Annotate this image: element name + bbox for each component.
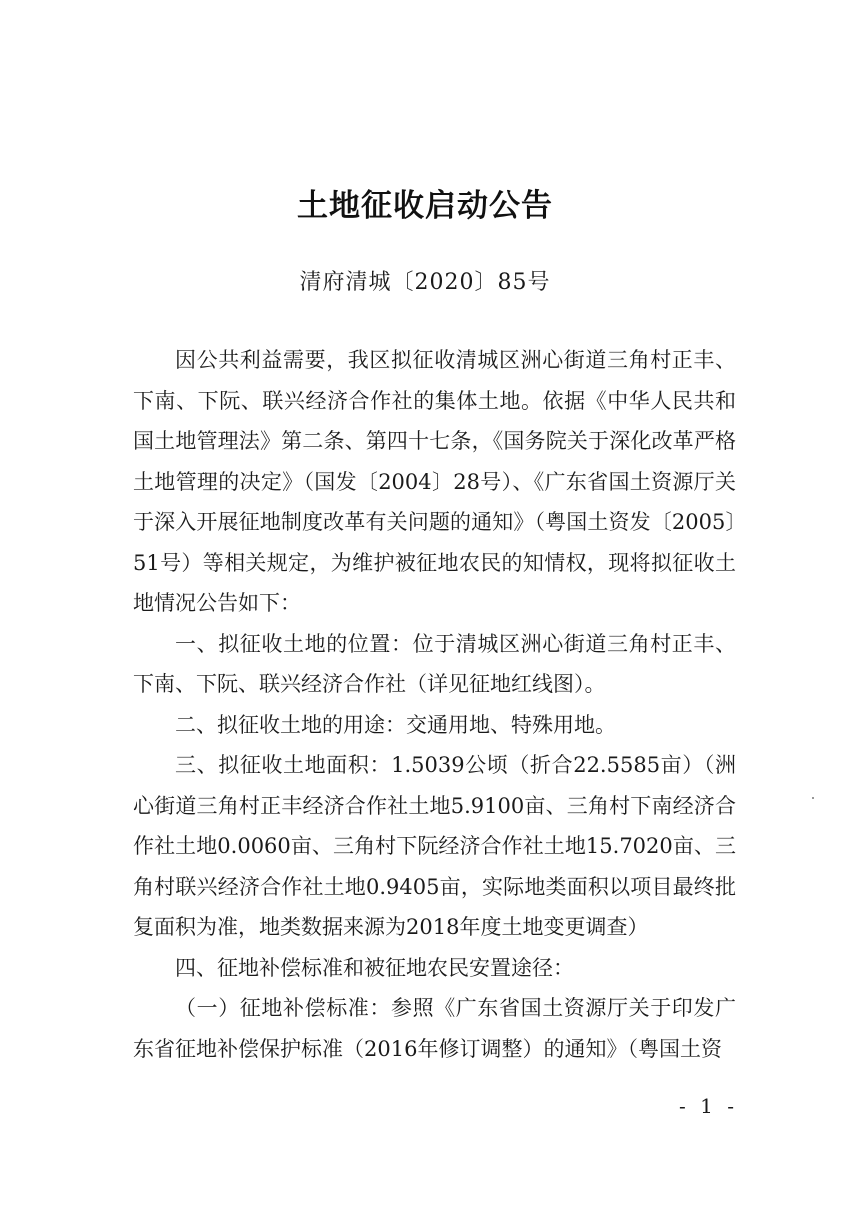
paragraph-compensation-standard: （一）征地补偿标准：参照《广东省国土资源厅关于印发广东省征地补偿保护标准（2016年修订调整）的通知》（粤国土资 (133, 996, 736, 1061)
paragraph-compensation-heading: 四、征地补偿标准和被征地农民安置途径： (175, 955, 574, 980)
paragraph-location: 一、拟征收土地的位置：位于清城区洲心街道三角村正丰、下南、下阮、联兴经济合作社（详见征地红线图）。 (133, 631, 736, 696)
document-title: 土地征收启动公告 (297, 188, 553, 224)
paragraph-intro: 因公共利益需要，我区拟征收清城区洲心街道三角村正丰、下南、下阮、联兴经济合作社的集体土地。依据《中华人民共和国土地管理法》第二条、第四十七条，《国务院关于深化改革严格土地管理的决定》（国发〔2004〕28号）、《广东省国土资源厅关于深入开展征地制度改革有关问题的通知》（粤国土资发〔2005〕51号）等相关规定，为维护被征地农民的知情权，现将拟征收土地情况公告如下： (133, 348, 736, 615)
paragraph-usage: 二、拟征收土地的用途：交通用地、特殊用地。 (175, 712, 616, 737)
paragraph-area: 三、拟征收土地面积：1.5039公顷（折合22.5585亩）（洲心街道三角村正丰经济合作社土地5.9100亩、三角村下南经济合作社土地0.0060亩、三角村下阮经济合作社土地15.7020亩、三角村联兴经济合作社土地0.9405亩，实际地类面积以项目最终批复面积为准，地类数据来源为2018年度土地变更调查） (133, 753, 736, 939)
document-number: 清府清城〔2020〕85号 (299, 270, 551, 295)
scan-speck (812, 797, 814, 799)
page-number: - 1 - (679, 1094, 738, 1118)
document-body (133, 340, 736, 1069)
